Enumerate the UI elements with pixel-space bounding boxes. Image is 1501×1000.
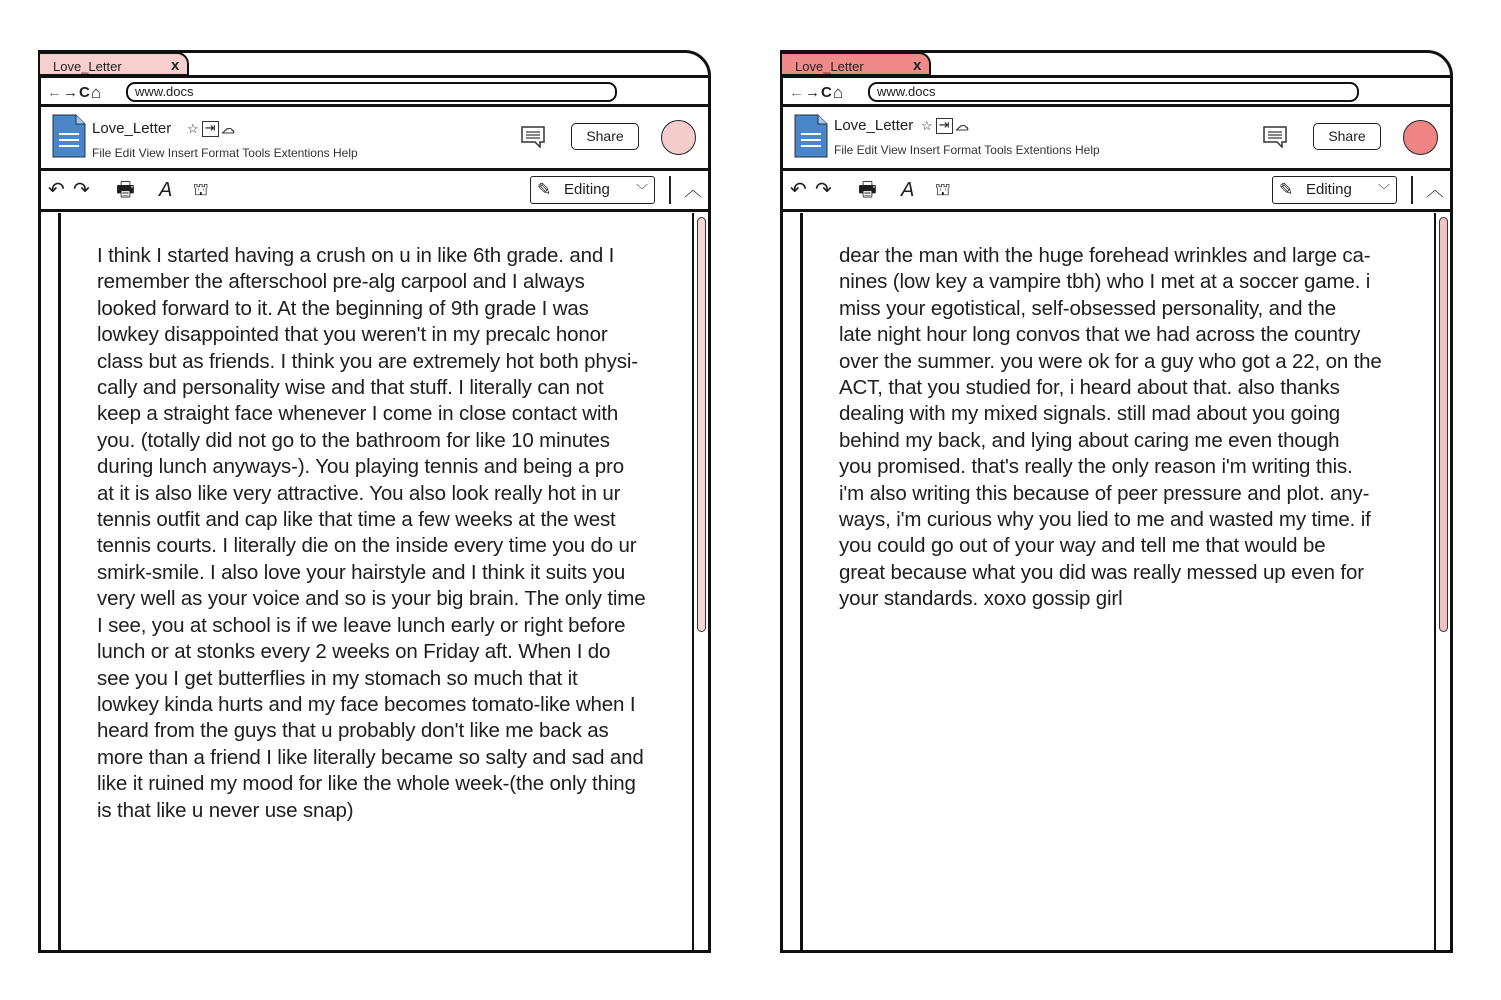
browser-tab[interactable] xyxy=(780,52,931,76)
comment-icon[interactable] xyxy=(521,126,545,148)
tab-title: Love_Letter xyxy=(53,59,122,74)
spellcheck-icon[interactable]: A xyxy=(901,179,915,201)
document-area[interactable] xyxy=(41,213,708,950)
toolbar-divider xyxy=(41,209,708,212)
chevron-down-icon: ﹀ xyxy=(635,183,648,197)
undo-icon[interactable]: ↶ xyxy=(48,179,65,201)
move-folder-icon[interactable]: ⇥ xyxy=(936,118,953,134)
scrollbar-thumb[interactable] xyxy=(1439,217,1448,632)
toolbar-separator xyxy=(1411,176,1413,204)
print-icon[interactable]: 🖶 xyxy=(116,179,135,201)
nav-divider xyxy=(783,104,1450,107)
scrollbar-thumb[interactable] xyxy=(697,217,706,632)
print-icon[interactable]: 🖶 xyxy=(858,179,877,201)
document-body[interactable]: I think I started having a crush on u in like 6th grade. and I remember the afterschool pre-alg carpool and I always looked forward to it. At the beginning of 9th grade I was lowkey disappointed that you weren't in my precalc honor class but as friends. I think you are extremely hot both physi- cally and personality wise and that stuff. I literally can not keep a straight face whenever I come in close contact with you. (totally did not go to the bathroom for like 10 minutes during lunch anyways-). You playing tennis and being a pro at it is also like very attractive. You also look really hot in ur tennis outfit and cap like that time a few weeks at the west tennis courts. I literally die on the inside every time you do ur smirk-smile. I also love your hairstyle and I think it suits you very well as your voice and so is your big brain. The only time I see, you at school is if we leave lunch early or right before lunch or at stonks every 2 weeks on Friday aft. When I do see you I get butterflies in my stomach so much that it lowkey kinda hurts and my face becomes tomato-like when I heard from the guys that u probably don't like me back as more than a friend I like literally became so salty and sad and like it ruined my mood for like the whole week-(the only thing is that like u never use snap) xyxy=(97,244,646,822)
editing-label: Editing xyxy=(1306,181,1352,198)
url-bar[interactable]: www.docs xyxy=(868,82,1359,102)
redo-icon[interactable]: ↷ xyxy=(815,179,832,201)
scrollbar-track[interactable] xyxy=(1434,213,1436,950)
reload-icon[interactable]: C xyxy=(79,84,90,101)
home-icon[interactable]: ⌂ xyxy=(90,83,102,102)
browser-window-left xyxy=(38,50,711,953)
star-icon[interactable]: ☆ xyxy=(187,121,199,136)
tab-close-icon[interactable]: x xyxy=(913,57,922,74)
tab-divider xyxy=(783,75,1450,78)
editing-mode-dropdown[interactable] xyxy=(1272,176,1397,204)
menu-bar[interactable]: File Edit View Insert Format Tools Extentions Help xyxy=(834,143,1100,157)
url-bar[interactable]: www.docs xyxy=(126,82,617,102)
tab-title: Love_Letter xyxy=(795,59,864,74)
move-folder-icon[interactable]: ⇥ xyxy=(202,121,219,137)
tab-divider xyxy=(41,75,708,78)
page-margin-line xyxy=(800,213,803,950)
star-icon[interactable]: ☆ xyxy=(921,118,933,133)
doc-title[interactable]: Love_Letter xyxy=(92,120,172,137)
scrollbar-track[interactable] xyxy=(692,213,694,950)
reload-icon[interactable]: C xyxy=(821,84,832,101)
back-icon[interactable]: ← xyxy=(789,84,804,101)
toolbar xyxy=(41,171,708,209)
docs-icon[interactable] xyxy=(794,114,828,158)
toolbar-divider xyxy=(783,209,1450,212)
document-area[interactable] xyxy=(783,213,1450,950)
cloud-icon[interactable]: ☁ xyxy=(955,118,969,133)
avatar[interactable] xyxy=(1403,120,1438,155)
toolbar xyxy=(783,171,1450,209)
nav-controls xyxy=(789,83,843,103)
collapse-chevron-icon[interactable]: ︿ xyxy=(684,180,702,200)
paint-format-icon[interactable]: ⛫ xyxy=(193,180,209,199)
browser-tab[interactable] xyxy=(38,52,189,76)
toolbar-separator xyxy=(669,176,671,204)
chevron-down-icon: ﹀ xyxy=(1377,183,1390,197)
browser-window-right xyxy=(780,50,1453,953)
back-icon[interactable]: ← xyxy=(47,84,62,101)
forward-icon[interactable]: → xyxy=(805,84,820,101)
spellcheck-icon[interactable]: A xyxy=(159,179,173,201)
doc-title[interactable]: Love_Letter xyxy=(834,117,914,134)
cloud-icon[interactable]: ☁ xyxy=(221,121,235,136)
editing-label: Editing xyxy=(564,181,610,198)
home-icon[interactable]: ⌂ xyxy=(832,83,844,102)
redo-icon[interactable]: ↷ xyxy=(73,179,90,201)
menu-bar[interactable]: File Edit View Insert Format Tools Extentions Help xyxy=(92,146,358,160)
nav-controls xyxy=(47,83,101,103)
paint-format-icon[interactable]: ⛫ xyxy=(935,180,951,199)
avatar[interactable] xyxy=(661,120,696,155)
page-margin-line xyxy=(58,213,61,950)
comment-icon[interactable] xyxy=(1263,126,1287,148)
tab-close-icon[interactable]: x xyxy=(171,57,180,74)
title-icons xyxy=(187,121,235,137)
docs-icon[interactable] xyxy=(52,114,86,158)
share-button[interactable]: Share xyxy=(571,123,639,150)
pencil-icon: ✎ xyxy=(1279,180,1294,199)
pencil-icon: ✎ xyxy=(537,180,552,199)
undo-icon[interactable]: ↶ xyxy=(790,179,807,201)
editing-mode-dropdown[interactable] xyxy=(530,176,655,204)
share-button[interactable]: Share xyxy=(1313,123,1381,150)
forward-icon[interactable]: → xyxy=(63,84,78,101)
document-body[interactable]: dear the man with the huge forehead wrinkles and large ca- nines (low key a vampire tbh) who I met at a soccer game. i miss your egotistical, self-obsessed personality, and the late night hour long convos that we had across the country over the summer. you were ok for a guy who got a 22, on the ACT, that you studied for, i heard about that. also thanks dealing with my mixed signals. still mad about you going behind my back, and lying about caring me even though you promised. that's really the only reason i'm writing this. i'm also writing this because of peer pressure and plot. any- ways, i'm curious why you lied to me and wasted my time. if you could go out of your way and tell me that would be great because what you did was really messed up even for your standards. xoxo gossip girl xyxy=(839,244,1382,611)
collapse-chevron-icon[interactable]: ︿ xyxy=(1426,180,1444,200)
nav-divider xyxy=(41,104,708,107)
title-icons xyxy=(921,118,969,134)
